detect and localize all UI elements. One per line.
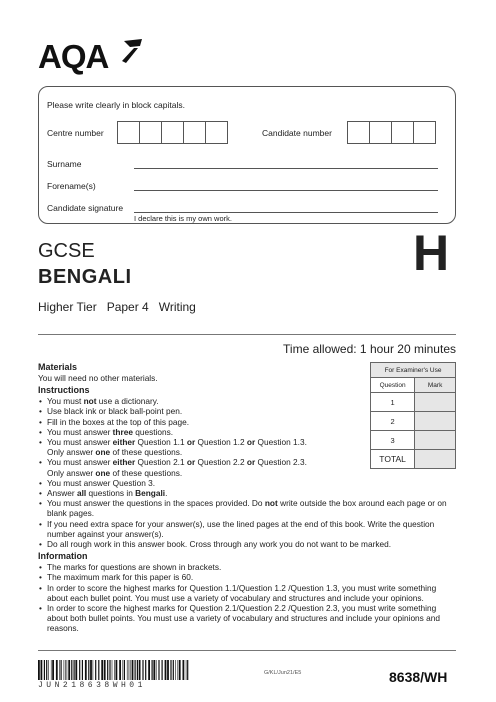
list-item: • You must answer the questions in the spaces provided. Do not write outside the box around each page or on blank pages. [38,498,456,518]
tier-letter: H [413,225,450,281]
barcode-bar [135,660,136,680]
list-item: • You must answer Question 3. [38,478,369,488]
question-number: 1 [371,393,415,412]
barcode-bar [75,660,77,680]
barcode-bar [95,660,96,680]
surname-label: Surname [47,159,82,169]
barcode-bar [179,660,181,680]
barcode-bar [123,660,124,680]
list-item: • If you need extra space for your answer(s), use the lined pages at the end of this book. Write the question number against your answer(s). [38,519,456,539]
centre-digit-box[interactable] [205,121,228,144]
barcode-bar [142,660,143,680]
barcode-bar [165,660,167,680]
barcode-bar [56,660,58,680]
forename-field[interactable] [134,190,438,191]
barcode-bar [101,660,103,680]
barcode-bar [88,660,89,680]
list-item: • In order to score the highest marks for Question 1.1/Question 1.2 /Question 1.3, you must write something about each bullet point. You must use a variety of vocabulary and structures and include your opinions. [38,583,456,603]
signature-field[interactable] [134,212,438,213]
barcode-bar [98,660,99,680]
surname-field[interactable] [134,168,438,169]
barcode-bar [173,660,174,680]
list-item: • You must answer either Question 1.1 or Question 1.2 or Question 1.3. Only answer one of these questions. [38,437,369,457]
list-item: • You must answer three questions. [38,427,369,437]
list-item: • You must not use a dictionary. [38,396,369,406]
signature-label: Candidate signature [47,203,124,213]
candidate-number-label: Candidate number [262,128,332,138]
centre-digit-box[interactable] [117,121,140,144]
list-item: • Use black ink or black ball-point pen. [38,406,369,416]
barcode-bar [139,660,141,680]
barcode-bar [130,660,131,680]
list-item: • The marks for questions are shown in brackets. [38,562,456,572]
top-divider [38,334,456,335]
list-item: • Do all rough work in this answer book. Cross through any work you do not want to be marked. [38,539,456,549]
barcode-bar [46,660,47,680]
list-item: • You must answer either Question 2.1 or Question 2.2 or Question 2.3. Only answer one of these questions. [38,457,369,477]
barcode-bar [61,660,62,680]
list-item: • In order to score the highest marks for Question 2.1/Question 2.2 /Question 2.3, you must write something about both bullet points. You must use a variety of vocabulary and structures and include your opinions and reasons. [38,603,456,634]
barcode-bar [178,660,179,680]
aqa-leaf-icon [120,37,146,65]
paper-details [38,300,206,314]
barcode-bar [68,660,70,680]
bottom-divider [38,650,456,651]
barcode-bar [74,660,75,680]
barcode-text: JUN218638WH01 [38,681,146,690]
question-number: 3 [371,431,415,450]
information-heading: Information [38,551,88,562]
examiner-table-title: For Examiner's Use [371,363,456,378]
barcode-bar [127,660,128,680]
barcode-bar [187,660,188,680]
barcode-bar [71,660,72,680]
barcode-bar [67,660,68,680]
subject-title: BENGALI [38,266,132,288]
mark-column-header: Mark [415,378,456,393]
barcode-bar [104,660,106,680]
question-number: 2 [371,412,415,431]
barcode-bar [90,660,92,680]
barcode-bar [167,660,169,680]
aqa-logo: AQA [38,38,109,75]
barcode-bar [129,660,130,680]
barcode-bar [156,660,157,680]
block-capitals-instruction: Please write clearly in block capitals. [47,100,185,110]
materials-text: You will need no other materials. [38,373,158,383]
time-allowed: Time allowed: 1 hour 20 minutes [283,342,456,356]
centre-number-label: Centre number [47,128,104,138]
instructions-heading: Instructions [38,385,90,396]
barcode-bar [52,660,54,680]
barcode-bar [145,660,146,680]
barcode-bar [137,660,138,680]
materials-heading: Materials [38,362,78,372]
barcode-bar [158,660,159,680]
barcode-bar [183,660,185,680]
candidate-number-boxes[interactable] [348,121,436,144]
total-label: TOTAL [371,450,415,469]
barcode-bar [119,660,121,680]
centre-digit-box[interactable] [139,121,162,144]
exam-instructions [38,362,456,634]
information-list [38,562,456,633]
barcode-bar [48,660,49,680]
barcode-bar [41,660,43,680]
list-item: • The maximum mark for this paper is 60. [38,572,456,582]
forename-label: Forename(s) [47,181,96,191]
barcode-bar [152,660,153,680]
barcode-bar [175,660,176,680]
instructions-list [38,396,456,549]
barcode-bar [109,660,110,680]
candidate-digit-box[interactable] [413,121,436,144]
barcode-bar [124,660,125,680]
barcode-bar [93,660,94,680]
barcode-bar [186,660,187,680]
barcode [38,660,190,680]
barcode-bar [114,660,115,680]
component-label: Writing [158,300,196,314]
barcode-bar [132,660,134,680]
barcode-bar [59,660,60,680]
barcode-bar [112,660,113,680]
list-item: • Answer all questions in Bengali. [38,488,369,498]
candidate-digit-box[interactable] [391,121,414,144]
barcode-bar [65,660,66,680]
paper-code: 8638/WH [389,669,448,685]
barcode-bar [116,660,118,680]
qualification-title: GCSE [38,240,95,262]
centre-digit-box[interactable] [183,121,206,144]
barcode-bar [79,660,80,680]
paper-label: Paper 4 [106,300,149,314]
barcode-bar [148,660,150,680]
barcode-bar [51,660,52,680]
candidate-digit-box[interactable] [347,121,370,144]
declaration-text: I declare this is my own work. [134,214,232,223]
barcode-bar [44,660,45,680]
list-item: • Fill in the boxes at the top of this page. [38,417,369,427]
barcode-bar [107,660,108,680]
centre-digit-box[interactable] [161,121,184,144]
question-column-header: Question [371,378,415,393]
barcode-bar [162,660,163,680]
tier-label: Higher Tier [38,300,97,314]
barcode-bar [38,660,40,680]
centre-number-boxes[interactable] [118,121,228,144]
barcode-bar [170,660,171,680]
barcode-bar [153,660,155,680]
barcode-bar [85,660,87,680]
document-reference: G/KL/Jun21/E5 [264,670,302,676]
barcode-bar [82,660,83,680]
barcode-bar [64,660,65,680]
candidate-digit-box[interactable] [369,121,392,144]
